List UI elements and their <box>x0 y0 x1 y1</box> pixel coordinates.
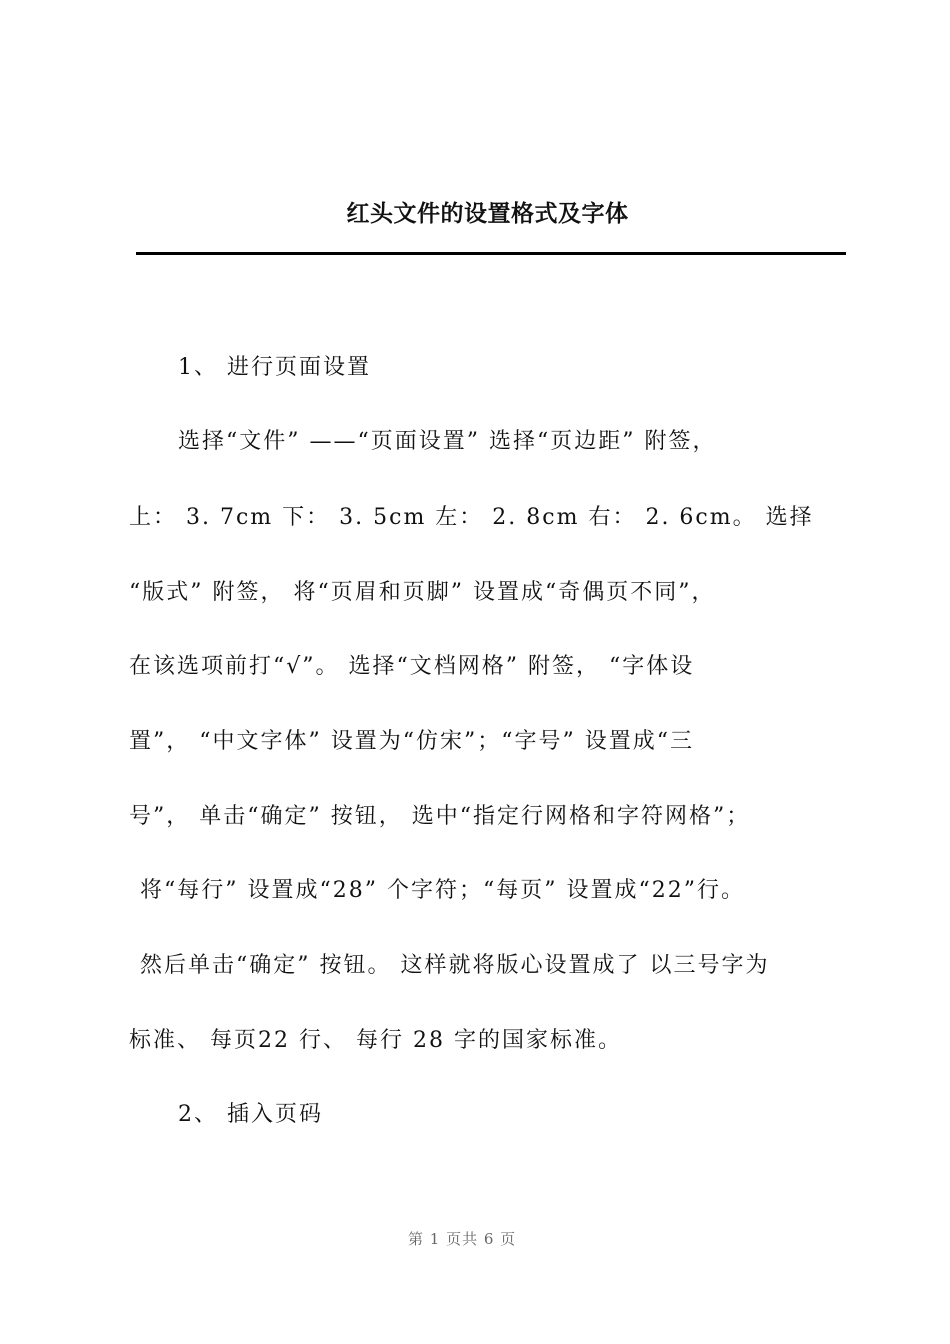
body-line-2: 上： 3. 7cm 下： 3. 5cm 左： 2. 8cm 右： 2. 6cm。 选择 <box>129 505 814 530</box>
page-title: 红头文件的设置格式及字体 <box>346 201 629 227</box>
body-line-6: 号”， 单击“确定” 按钮， 选中“指定行网格和字符网格”； <box>129 804 751 829</box>
body-line-3: “版式” 附签， 将“页眉和页脚” 设置成“奇偶页不同”， <box>129 580 716 605</box>
page-number-footer: 第 1 页共 6 页 <box>408 1230 517 1248</box>
section-heading-2: 2、 插入页码 <box>178 1102 323 1127</box>
body-line-8: 然后单击“确定” 按钮。 这样就将版心设置成了 以三号字为 <box>140 953 770 978</box>
body-line-9: 标准、 每页22 行、 每行 28 字的国家标准。 <box>129 1028 622 1053</box>
body-line-7: 将“每行” 设置成“28” 个字符；“每页” 设置成“22”行。 <box>140 878 745 903</box>
body-line-4: 在该选项前打“√”。 选择“文档网格” 附签， “字体设 <box>129 654 695 679</box>
body-line-5: 置”， “中文字体” 设置为“仿宋”；“字号” 设置成“三 <box>129 729 694 754</box>
section-heading-1: 1、 进行页面设置 <box>178 355 371 380</box>
body-line-1: 选择“文件” ——“页面设置” 选择“页边距” 附签， <box>178 429 717 454</box>
title-rule <box>136 252 846 255</box>
